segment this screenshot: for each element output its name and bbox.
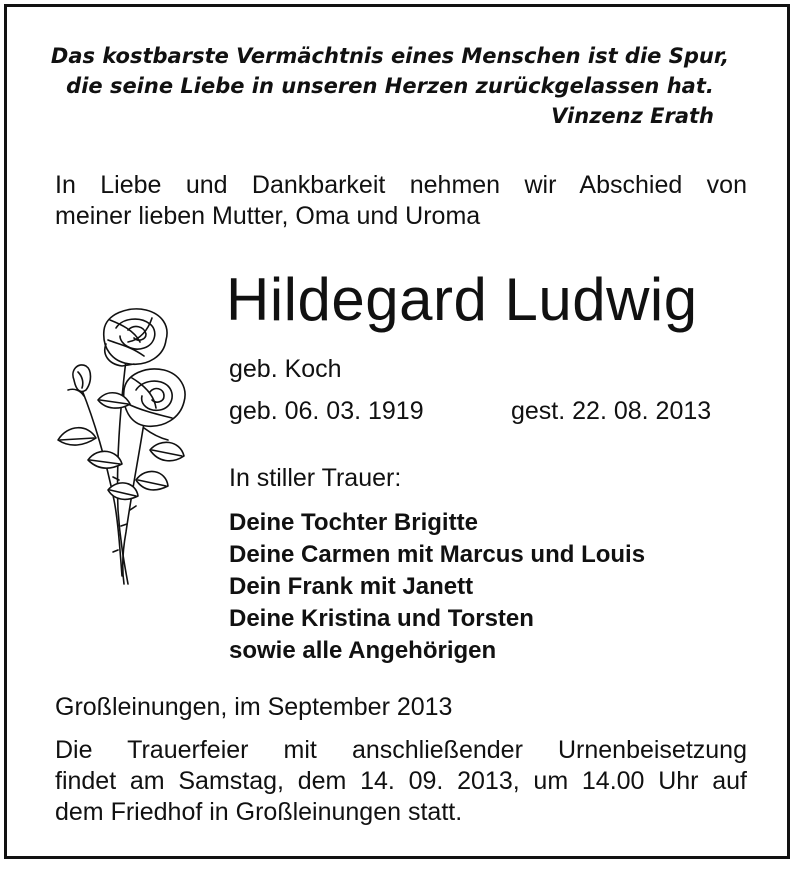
intro-line-2: meiner lieben Mutter, Oma und Uroma (55, 202, 481, 230)
birth-date: geb. 06. 03. 1919 (229, 397, 424, 425)
maiden-name: geb. Koch (229, 355, 342, 383)
service-line-3: dem Friedhof in Großleinungen statt. (55, 798, 463, 826)
deceased-name: Hildegard Ludwig (226, 266, 698, 333)
mourner-name: Deine Tochter Brigitte (229, 509, 478, 536)
quote-line-1: Das kostbarste Vermächtnis eines Menschen ist die Spur, (50, 44, 730, 68)
quote-author: Vinzenz Erath (551, 104, 714, 128)
rose-illustration-icon (48, 300, 198, 590)
intro-line-1: In Liebe und Dankbarkeit nehmen wir Abschied von (55, 171, 747, 199)
mourning-label: In stiller Trauer: (229, 464, 402, 492)
service-line-1: Die Trauerfeier mit anschließender Urnenbeisetzung (55, 736, 747, 764)
place-date: Großleinungen, im September 2013 (55, 693, 453, 721)
quote-line-2: die seine Liebe in unseren Herzen zurückgelassen hat. (66, 74, 714, 98)
mourner-name: Deine Carmen mit Marcus und Louis (229, 541, 646, 568)
mourner-name: Deine Kristina und Torsten (229, 605, 534, 632)
service-line-2: findet am Samstag, dem 14. 09. 2013, um 14.00 Uhr auf (55, 767, 747, 795)
mourner-name: Dein Frank mit Janett (229, 573, 474, 600)
mourner-name: sowie alle Angehörigen (229, 637, 497, 664)
death-date: gest. 22. 08. 2013 (511, 397, 712, 425)
